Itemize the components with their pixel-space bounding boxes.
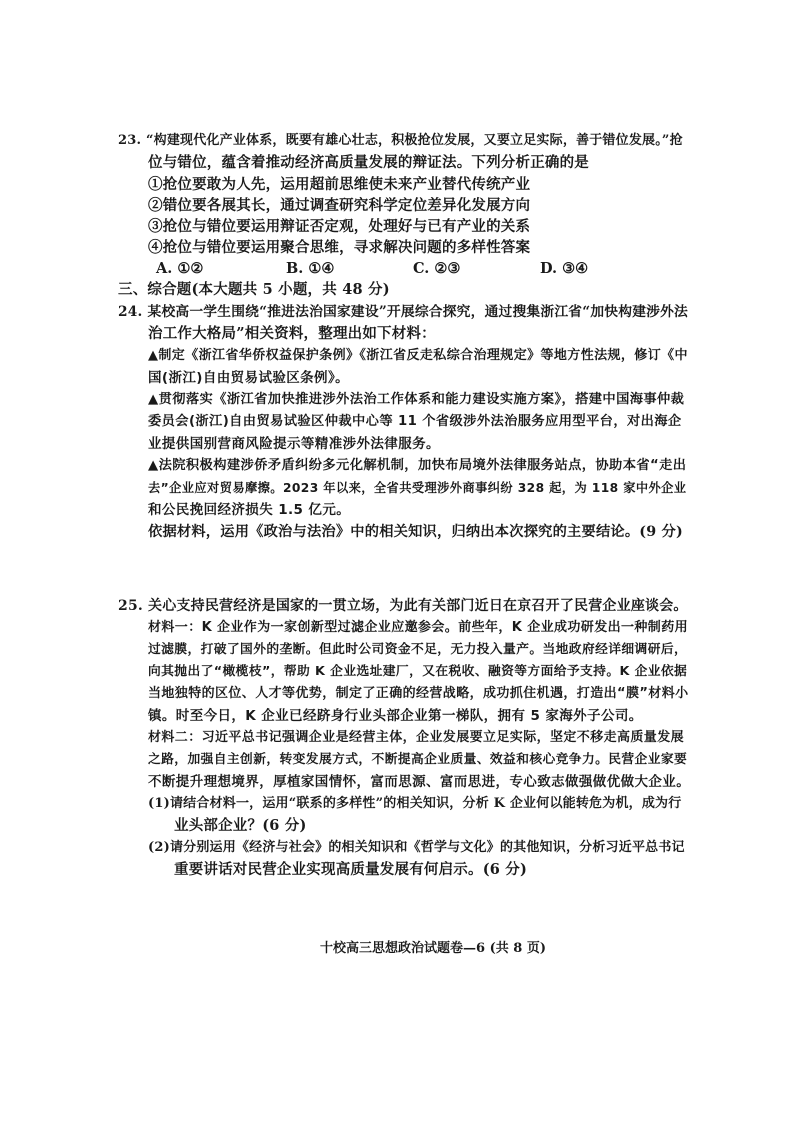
q24-material-line: ▲制定《浙江省华侨权益保护条例》《浙江省反走私综合治理规定》等地方性法规，修订《中 bbox=[148, 348, 688, 363]
q24-material-line: 委员会(浙江)自由贸易试验区仲裁中心等 11 个省级涉外法治服务应用型平台，对出海企 bbox=[148, 414, 682, 429]
q25-sub1-line2: 业头部企业？(6 分) bbox=[174, 817, 307, 834]
q23-stem-line2: 位与错位，蕴含着推动经济高质量发展的辩证法。下列分析正确的是 bbox=[148, 154, 589, 171]
q25-material2-line: 材料二：习近平总书记强调企业是经营主体，企业发展要立足实际，坚定不移走高质量发展 bbox=[148, 730, 685, 745]
q24-material-line: 业提供国别营商风险提示等精准涉外法律服务。 bbox=[148, 436, 440, 452]
q24-intro-line2: 治工作大格局”相关资料，整理出如下材料： bbox=[148, 325, 436, 342]
q25-sub2-line2: 重要讲话对民营企业实现高质量发展有何启示。(6 分) bbox=[174, 861, 528, 878]
q24-material-line: ▲贯彻落实《浙江省加快推进涉外法治工作体系和能力建设实施方案》，搭建中国海事仲裁 bbox=[148, 392, 685, 407]
q25-material2-line: 之路，加强自主创新，转变发展方式，不断提高企业质量、效益和核心竞争力。民营企业家要 bbox=[148, 752, 688, 767]
q23-option-d: D. ③④ bbox=[540, 260, 589, 277]
q24-material-line: 国(浙江)自由贸易试验区条例》。 bbox=[148, 370, 349, 386]
q25-sub2-line1: (2)请分别运用《经济与社会》的相关知识和《哲学与文化》的其他知识，分析习近平总书记 bbox=[148, 840, 685, 855]
q23-statement-2: ②错位要各展其长，通过调查研究科学定位差异化发展方向 bbox=[148, 197, 531, 214]
q24-material-line: 去”企业应对贸易摩擦。2023 年以来，全省共受理涉外商事纠纷 328 起，为 118 家中外企业 bbox=[148, 481, 687, 495]
q25-material1-line: 镇。时至今日，K 企业已经跻身行业头部企业第一梯队，拥有 5 家海外子公司。 bbox=[148, 708, 643, 724]
q23-statement-1: ①抢位要敢为人先，运用超前思维使未来产业替代传统产业 bbox=[148, 176, 531, 193]
q23-option-b: B. ①④ bbox=[286, 260, 335, 277]
page-footer: 十校高三思想政治试题卷—6 (共 8 页) bbox=[320, 941, 546, 956]
q24-material-line: ▲法院积极构建涉侨矛盾纠纷多元化解机制，加快布局境外法律服务站点，协助本省“走出 bbox=[148, 458, 687, 473]
q23-option-a: A. ①② bbox=[156, 260, 204, 277]
q23-option-c: C. ②③ bbox=[413, 260, 461, 277]
q24-material-line: 和公民挽回经济损失 1.5 亿元。 bbox=[148, 502, 351, 518]
section3-heading: 三、综合题(本大题共 5 小题，共 48 分) bbox=[118, 281, 390, 298]
q25-material1-line: 当地独特的区位、人才等优势，制定了正确的经营战略，成功抓住机遇，打造出“膜”材料小 bbox=[148, 686, 689, 701]
q23-stem-line1: 23. “构建现代化产业体系，既要有雄心壮志，积极抢位发展，又要立足实际，善于错位发展。”抢 bbox=[118, 133, 683, 148]
q25-sub1-line1: (1)请结合材料一，运用“联系的多样性”的相关知识，分析 K 企业何以能转危为机，成为行 bbox=[148, 796, 682, 811]
q23-statement-3: ③抢位与错位要运用辩证否定观，处理好与已有产业的关系 bbox=[148, 218, 531, 235]
q25-material1-line: 过滤膜，打破了国外的垄断。但此时公司资金不足，无力投入量产。当地政府经详细调研后， bbox=[148, 642, 688, 657]
q25-material1-line: 材料一：K 企业作为一家创新型过滤企业应邀参会。前些年，K 企业成功研发出一种制药用 bbox=[148, 620, 688, 635]
q24-question: 依据材料，运用《政治与法治》中的相关知识，归纳出本次探究的主要结论。(9 分) bbox=[148, 524, 683, 540]
q25-material1-line: 向其抛出了“橄榄枝”，帮助 K 企业选址建厂，又在税收、融资等方面给予支持。K 企业依据 bbox=[148, 664, 688, 679]
q25-material2-line: 不断提升理想境界，厚植家国情怀，富而思源、富而思进，专心致志做强做优做大企业。 bbox=[148, 774, 691, 790]
q25-intro: 25. 关心支持民营经济是国家的一贯立场，为此有关部门近日在京召开了民营企业座谈会。 bbox=[118, 598, 688, 614]
q23-statement-4: ④抢位与错位要运用聚合思维，寻求解决问题的多样性答案 bbox=[148, 239, 531, 256]
q24-intro-line1: 24. 某校高一学生围绕“推进法治国家建设”开展综合探究，通过搜集浙江省“加快构建涉外法 bbox=[118, 304, 688, 320]
